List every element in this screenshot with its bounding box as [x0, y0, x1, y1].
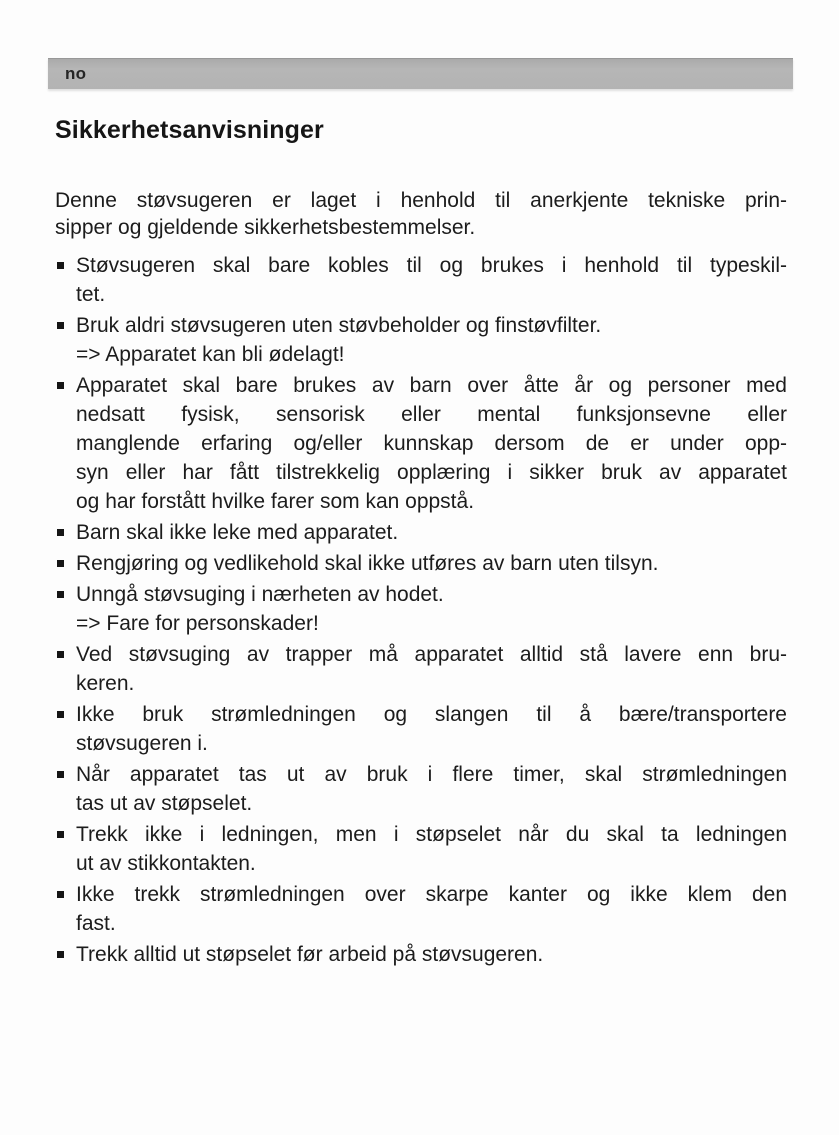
safety-instruction-item — [55, 371, 787, 516]
text-line: Trekk ikke i ledningen, men i støpselet når du skal ta ledningen — [76, 823, 787, 846]
text-line: tas ut av støpselet. — [76, 792, 253, 815]
safety-instruction-item — [55, 311, 787, 369]
text-line: sipper og gjeldende sikkerhetsbestemmelser. — [55, 216, 476, 239]
text-line: ut av stikkontakten. — [76, 852, 256, 875]
text-line: og har forstått hvilke farer som kan oppstå. — [76, 490, 475, 513]
bullet-square-icon — [57, 951, 64, 958]
safety-instructions-list — [55, 251, 787, 969]
bullet-square-icon — [57, 771, 64, 778]
intro-paragraph — [55, 187, 787, 241]
text-line: Trekk alltid ut støpselet før arbeid på støvsugeren. — [76, 943, 544, 966]
safety-instruction-text — [76, 580, 787, 638]
bullet-square-icon — [57, 891, 64, 898]
text-line: Barn skal ikke leke med apparatet. — [76, 521, 399, 544]
bullet-square-icon — [57, 322, 64, 329]
bullet-square-icon — [57, 591, 64, 598]
safety-instruction-text — [76, 700, 787, 758]
bullet-square-icon — [57, 831, 64, 838]
safety-instruction-item — [55, 518, 787, 547]
text-line: manglende erfaring og/eller kunnskap dersom de er under opp- — [76, 432, 787, 455]
language-code-label: no — [65, 63, 87, 83]
safety-instruction-item — [55, 760, 787, 818]
text-line: Når apparatet tas ut av bruk i flere timer, skal strømledningen — [76, 763, 787, 786]
text-line: Denne støvsugeren er laget i henhold til anerkjente tekniske prin- — [55, 189, 787, 212]
bullet-square-icon — [57, 382, 64, 389]
safety-instruction-text — [76, 549, 787, 578]
safety-instruction-text — [76, 940, 787, 969]
text-line: nedsatt fysisk, sensorisk eller mental funksjonsevne eller — [76, 403, 787, 426]
bullet-square-icon — [57, 560, 64, 567]
safety-instruction-text — [76, 820, 787, 878]
safety-instruction-text — [76, 880, 787, 938]
safety-instruction-item — [55, 549, 787, 578]
page-title: Sikkerhetsanvisninger — [55, 116, 324, 144]
text-line: keren. — [76, 672, 135, 695]
text-line: Støvsugeren skal bare kobles til og brukes i henhold til typeskil- — [76, 254, 787, 277]
safety-instruction-text — [76, 251, 787, 309]
safety-instruction-item — [55, 880, 787, 938]
safety-instruction-text — [76, 760, 787, 818]
text-line: fast. — [76, 912, 116, 935]
text-line: Apparatet skal bare brukes av barn over åtte år og personer med — [76, 374, 787, 397]
safety-instruction-item — [55, 251, 787, 309]
text-line: Ikke bruk strømledningen og slangen til å bære/transportere — [76, 703, 787, 726]
text-line: Rengjøring og vedlikehold skal ikke utføres av barn uten tilsyn. — [76, 552, 659, 575]
safety-instruction-text — [76, 311, 787, 369]
safety-instruction-item — [55, 640, 787, 698]
safety-instruction-text — [76, 640, 787, 698]
safety-instruction-text — [76, 518, 787, 547]
bullet-square-icon — [57, 651, 64, 658]
text-line: Ikke trekk strømledningen over skarpe kanter og ikke klem den — [76, 883, 787, 906]
text-line: Unngå støvsuging i nærheten av hodet. — [76, 583, 444, 606]
text-line: tet. — [76, 283, 106, 306]
text-line: syn eller har fått tilstrekkelig opplæring i sikker bruk av apparatet — [76, 461, 787, 484]
safety-instruction-item — [55, 580, 787, 638]
language-tab-bar — [48, 58, 793, 89]
text-line: Ved støvsuging av trapper må apparatet alltid stå lavere enn bru- — [76, 643, 787, 666]
safety-instruction-text — [76, 371, 787, 516]
page-content — [55, 116, 787, 969]
text-line: => Fare for personskader! — [76, 612, 319, 635]
safety-instruction-item — [55, 700, 787, 758]
text-line: støvsugeren i. — [76, 732, 208, 755]
bullet-square-icon — [57, 529, 64, 536]
bullet-square-icon — [57, 262, 64, 269]
safety-instruction-item — [55, 820, 787, 878]
bullet-square-icon — [57, 711, 64, 718]
text-line: Bruk aldri støvsugeren uten støvbeholder og finstøvfilter. — [76, 314, 602, 337]
text-line: => Apparatet kan bli ødelagt! — [76, 343, 345, 366]
safety-instruction-item — [55, 940, 787, 969]
